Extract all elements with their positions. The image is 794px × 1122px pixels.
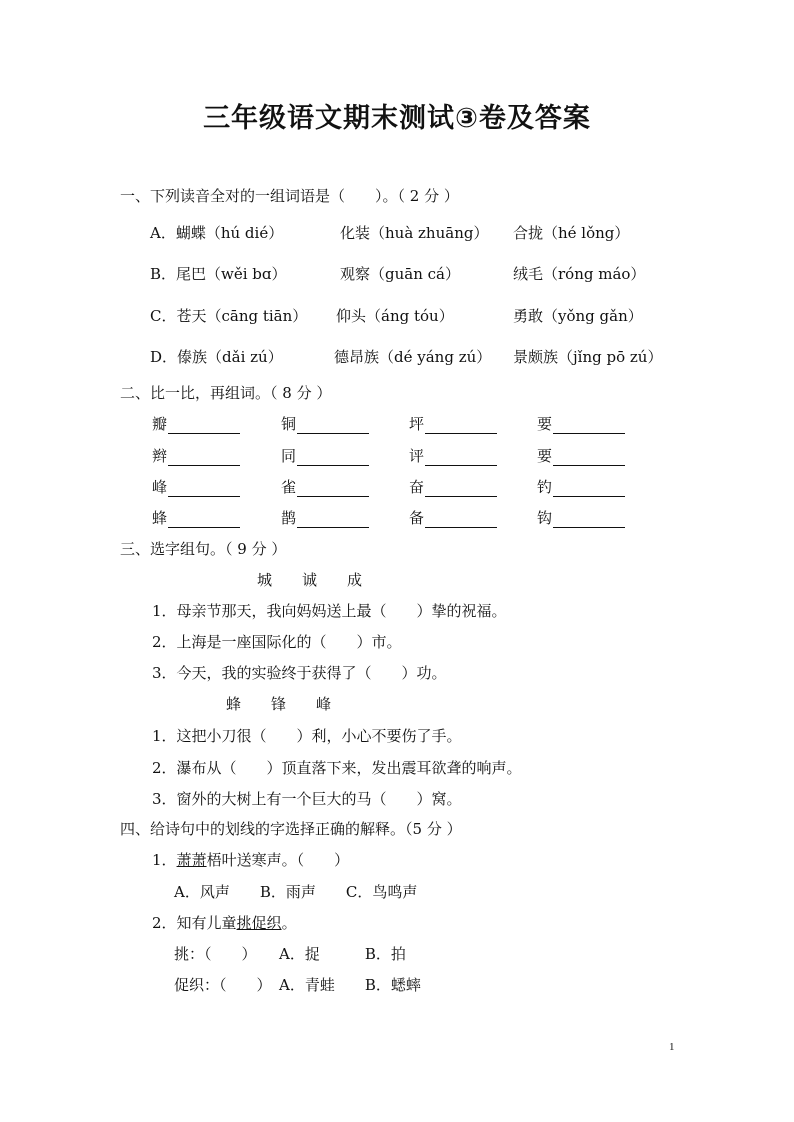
q2-item: 蜂 (152, 508, 240, 528)
q2-item: 钓 (537, 477, 625, 497)
q3-sentence: 1．这把小刀很（ ）利，小心不要伤了手。 (152, 727, 462, 745)
q1-option-c1: C．苍天（cāng tiān） (150, 307, 308, 325)
answer-blank[interactable] (297, 417, 369, 434)
q3-heading: 三、选字组句。（ 9 分 ） (120, 540, 287, 558)
q3-sentence: 3．今天，我的实验终于获得了（ ）功。 (152, 664, 447, 682)
q1-option-b3: 绒毛（róng máo） (513, 265, 646, 283)
q2-item: 鹊 (281, 508, 369, 528)
q2-item: 钩 (537, 508, 625, 528)
q4-item-2-sub2: 促织：（ ） A．青蛙 B．蟋蟀 (174, 976, 421, 994)
answer-blank[interactable] (297, 449, 369, 466)
q1-option-d2: 德昂族（dé yáng zú） (334, 348, 492, 366)
answer-blank[interactable] (553, 449, 625, 466)
answer-blank[interactable] (553, 417, 625, 434)
q4-item-1-options: A．风声 B．雨声 C．鸟鸣声 (174, 883, 418, 901)
q2-item: 坪 (409, 414, 497, 434)
q3-char-choices: 城 诚 成 (257, 571, 363, 589)
answer-blank[interactable] (553, 480, 625, 497)
q2-item: 辫 (152, 446, 240, 466)
q2-item: 评 (409, 446, 497, 466)
q3-char-choices: 蜂 锋 峰 (226, 695, 332, 713)
q3-sentence: 1．母亲节那天，我向妈妈送上最（ ）挚的祝福。 (152, 602, 507, 620)
q2-item: 雀 (281, 477, 369, 497)
answer-blank[interactable] (168, 417, 240, 434)
q2-heading: 二、比一比，再组词。（ 8 分 ） (120, 384, 332, 402)
page-number: 1 (669, 1041, 675, 1053)
q2-item: 同 (281, 446, 369, 466)
q2-item: 奋 (409, 477, 497, 497)
q3-sentence: 2．上海是一座国际化的（ ）市。 (152, 633, 402, 651)
answer-blank[interactable] (425, 480, 497, 497)
answer-blank[interactable] (553, 511, 625, 528)
q4-item-2-sub1: 挑：（ ） A．捉 B．拍 (174, 945, 406, 963)
q1-option-c3: 勇敢（yǒng gǎn） (513, 307, 643, 325)
underlined-word: 萧萧 (176, 851, 207, 869)
answer-blank[interactable] (297, 480, 369, 497)
q2-item: 要 (537, 414, 625, 434)
answer-blank[interactable] (168, 480, 240, 497)
answer-blank[interactable] (425, 417, 497, 434)
q1-option-a3: 合拢（hé lǒng） (513, 224, 630, 242)
q2-item: 备 (409, 508, 497, 528)
q4-item-2: 2．知有儿童挑促织。 (152, 914, 297, 932)
answer-blank[interactable] (425, 449, 497, 466)
q2-item: 要 (537, 446, 625, 466)
page-title: 三年级语文期末测试③卷及答案 (203, 103, 591, 134)
q4-heading: 四、给诗句中的划线的字选择正确的解释。（5 分 ） (120, 820, 462, 838)
q1-option-b2: 观察（guān cá） (340, 265, 460, 283)
answer-blank[interactable] (425, 511, 497, 528)
q3-sentence: 3．窗外的大树上有一个巨大的马（ ）窝。 (152, 790, 462, 808)
q2-item: 峰 (152, 477, 240, 497)
q1-option-a2: 化装（huà zhuāng） (340, 224, 489, 242)
q3-sentence: 2．瀑布从（ ）顶直落下来，发出震耳欲聋的响声。 (152, 759, 522, 777)
answer-blank[interactable] (168, 511, 240, 528)
q1-heading: 一、下列读音全对的一组词语是（ ）。（ 2 分 ） (120, 187, 459, 205)
q1-option-a1: A．蝴蝶（hú dié） (150, 224, 284, 242)
answer-blank[interactable] (168, 449, 240, 466)
q1-option-c2: 仰头（áng tóu） (336, 307, 454, 325)
q1-option-d3: 景颇族（jǐng pō zú） (513, 348, 663, 366)
q1-option-b1: B．尾巴（wěi bɑ） (150, 265, 287, 283)
q4-item-1: 1．萧萧梧叶送寒声。（ ） (152, 851, 350, 869)
underlined-word: 挑促织 (236, 914, 282, 932)
q2-item: 瓣 (152, 414, 240, 434)
q1-option-d1: D．傣族（dǎi zú） (150, 348, 283, 366)
q2-item: 铜 (281, 414, 369, 434)
answer-blank[interactable] (297, 511, 369, 528)
